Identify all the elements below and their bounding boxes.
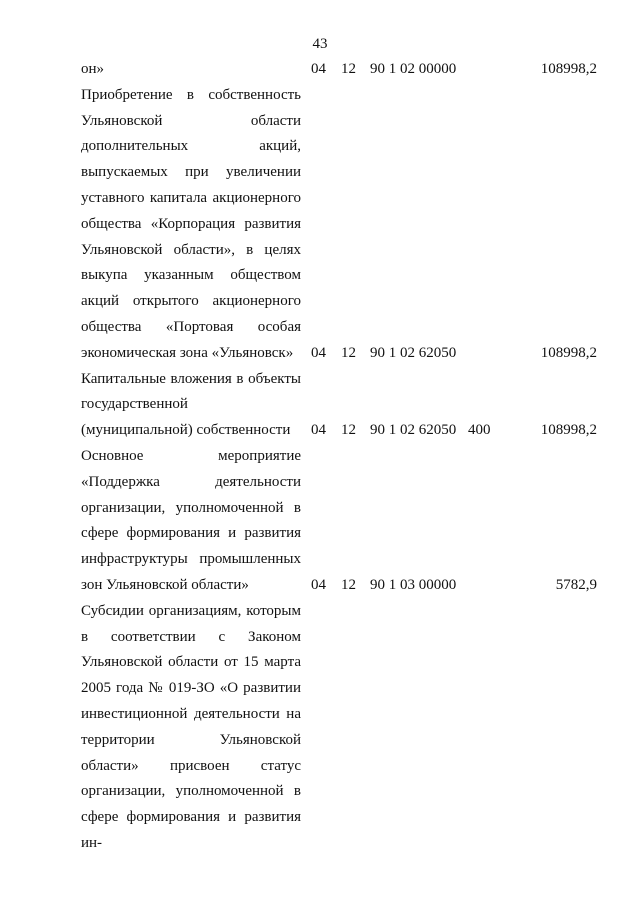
target-code: 90 1 02 62050 [370,422,457,439]
row-description: Основное мероприятие «Поддержка деятельности организации, уполномоченной в сфере формирования и развития инфраструктуры промышленных зон Ульяновской области» [81,447,301,593]
amount: 108998,2 [540,422,597,439]
row-description: Приобретение в собственность Ульяновской области дополнительных акций, выпускаемых при увеличении уставного капитала акционерного общества «Корпорация развития Ульяновской области», в целях выкупа указанным обществом акций открытого акционерного общества «Портовая особая экономическая зона «Ульяновск» [81,86,301,361]
amount: 108998,2 [540,344,597,361]
subsection-code: 12 [341,422,356,439]
target-code: 90 1 03 00000 [370,576,457,593]
table-row [0,444,640,599]
section-code: 04 [311,344,326,361]
target-code: 90 1 02 00000 [370,61,457,77]
row-codes [0,573,640,599]
table-row [0,57,640,83]
subsection-code: 12 [341,344,356,361]
page-number: 43 [312,36,328,52]
table-row [0,83,640,367]
subsection-code: 12 [341,576,356,593]
section-code: 04 [311,61,326,77]
row-description: Капитальные вложения в объекты государственной (муниципальной) собственности [81,370,301,439]
amount: 108998,2 [540,61,597,77]
table-row [0,367,640,444]
expense-type: 400 [468,422,491,439]
section-code: 04 [311,422,326,439]
amount: 5782,9 [555,576,597,593]
budget-table [0,57,640,857]
row-description: Субсидии организациям, которым в соответствии с Законом Ульяновской области от 15 марта 2005 года № 019-ЗО «О развитии инвестиционной деятельности на территории Ульяновской области» присвоен статус организации, уполномоченной в сфере формирования и развития ин- [81,602,301,851]
row-description: он» [81,61,105,77]
row-codes [0,57,640,83]
row-codes [0,418,640,444]
target-code: 90 1 02 62050 [370,344,457,361]
section-code: 04 [311,576,326,593]
row-codes [0,341,640,367]
table-row [0,599,640,857]
subsection-code: 12 [341,61,356,77]
